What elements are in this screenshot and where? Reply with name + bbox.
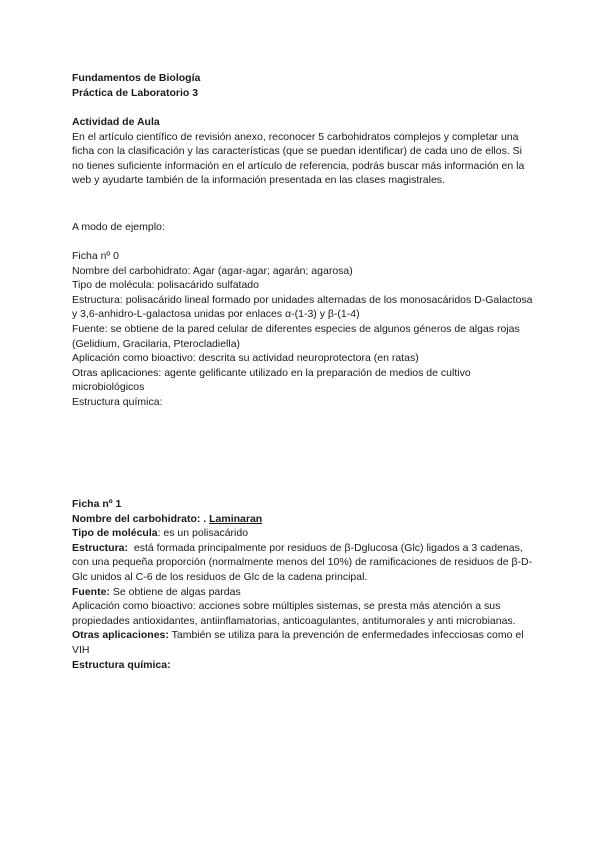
ficha-1-chem-structure: Estructura química:	[72, 658, 171, 671]
ficha-0-name	[72, 264, 534, 279]
example-intro-text: A modo de ejemplo:	[72, 221, 165, 233]
field-value: Se obtiene de algas pardas	[112, 585, 241, 598]
ficha-0-type	[72, 278, 534, 293]
ficha-0-source	[72, 322, 534, 351]
ficha-1-title: Ficha nº 1	[72, 498, 122, 510]
field-label: Otras aplicaciones:	[72, 366, 162, 379]
field-value: descrita su actividad neuroprotectora (en ratas)	[198, 352, 419, 365]
field-value: agente gelificante utilizado en la preparación de medios de cultivo microbiológicos	[72, 366, 471, 394]
practice-title: Práctica de Laboratorio 3	[72, 86, 199, 99]
field-value: está formada principalmente por residuos de β-Dglucosa (Glc) ligados a 3 cadenas, con una pequeña proporción (normalmente menos del 10%) de ramificaciones de residuos de β-D-Glc unidos al C-6 de los residuos de Glc de la cadena principal.	[72, 541, 533, 583]
field-label: Fuente:	[72, 585, 110, 598]
ficha-1-type	[72, 526, 534, 541]
field-value: También se utiliza para la prevención de enfermedades infecciosas como el VIH	[72, 629, 524, 656]
ficha-1-bioactive	[72, 599, 534, 628]
field-value: polisacárido sulfatado	[157, 279, 259, 292]
ficha-0-structure	[72, 293, 534, 322]
ficha-1-source	[72, 585, 534, 600]
field-value: Agar (agar-agar; agarán; agarosa)	[192, 264, 353, 277]
activity-section	[72, 115, 534, 188]
field-label: Fuente:	[72, 322, 108, 335]
activity-instructions: En el artículo científico de revisión anexo, reconocer 5 carbohidratos complejos y completar una ficha con la clasificación y las características (que se puedan identificar) de cada uno de ellos. Si no tienes suficiente información en el artículo de referencia, podrás buscar más información en la web y ayudarte también de la información presentada en las clases magistrales.	[72, 130, 525, 187]
name-prefix: .	[203, 512, 207, 525]
ficha-0	[72, 249, 534, 410]
field-label: Estructura:	[72, 293, 123, 306]
ficha-0-chem-structure: Estructura química:	[72, 395, 163, 408]
field-value: se obtiene de la pared celular de diferentes especies de algunos géneros de algas rojas (Gelidium, Gracilaria, Pterocladiella)	[72, 322, 520, 350]
ficha-0-title: Ficha nº 0	[72, 250, 120, 262]
field-value: polisacárido lineal formado por unidades alternadas de los monosacáridos D-Galactosa y 3,6-anhidro-L-galactosa unidas por enlaces α-(1-3) y β-(1-4)	[72, 293, 533, 321]
document-header	[72, 71, 534, 100]
course-title: Fundamentos de Biología	[72, 72, 201, 84]
field-label: Nombre del carbohidrato:	[72, 512, 201, 525]
ficha-0-bioactive	[72, 351, 534, 366]
field-value: : es un polisacárido	[157, 527, 249, 540]
field-value: acciones sobre múltiples sistemas, se presta más atención a sus propiedades antioxidantes, antiinflamatorias, anticoagulantes, antitumorales y anti microbianas.	[72, 600, 516, 627]
ficha-1	[72, 497, 534, 672]
activity-title: Actividad de Aula	[72, 116, 160, 128]
field-label: Tipo de molécula	[72, 527, 158, 540]
field-label: Otras aplicaciones:	[72, 629, 169, 642]
carbohydrate-name: Laminaran	[209, 512, 263, 525]
field-label: Tipo de molécula:	[72, 279, 155, 292]
field-label: Estructura:	[72, 541, 129, 554]
ficha-0-other	[72, 366, 534, 395]
field-label: Nombre del carbohidrato:	[72, 264, 191, 277]
ficha-1-other	[72, 628, 534, 657]
field-label: Aplicación como bioactivo:	[72, 600, 196, 613]
field-label: Aplicación como bioactivo:	[72, 352, 196, 365]
example-intro	[72, 220, 534, 235]
ficha-1-name	[72, 512, 534, 527]
ficha-1-structure	[72, 541, 534, 585]
